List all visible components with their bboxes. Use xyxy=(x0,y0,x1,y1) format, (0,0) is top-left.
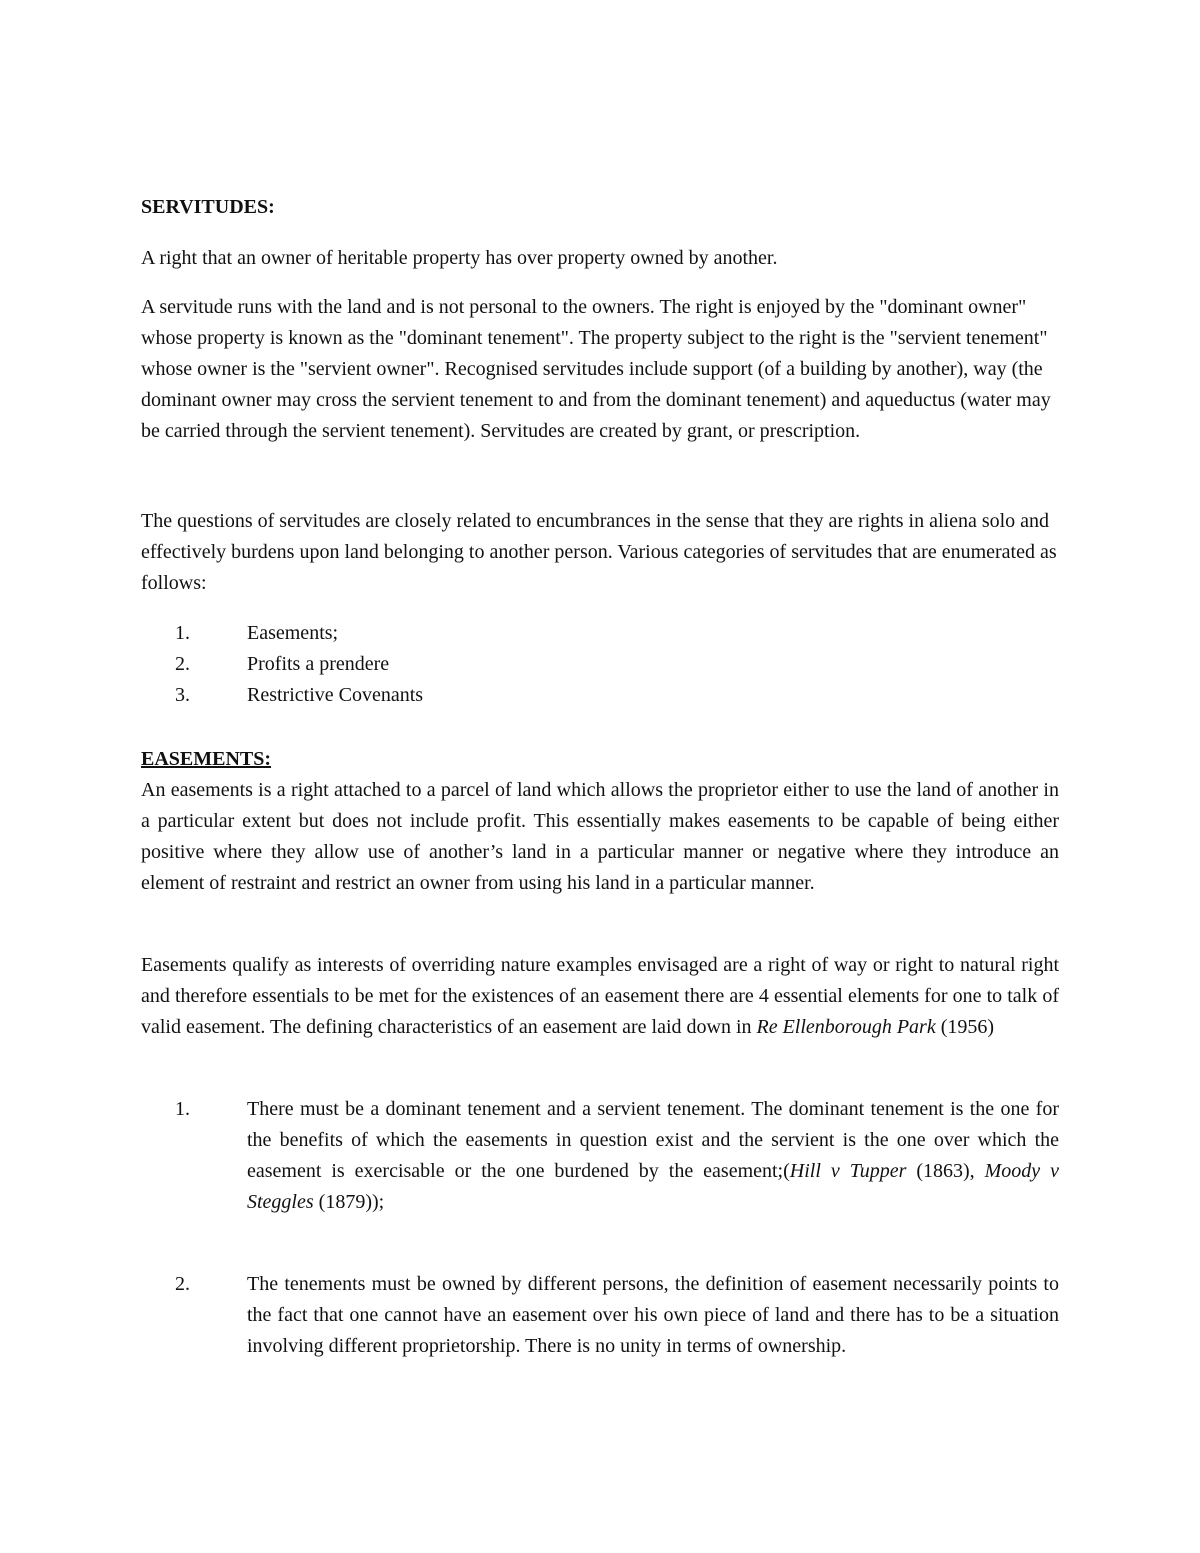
case-name: Re Ellenborough Park xyxy=(756,1016,936,1038)
list-number: 1. xyxy=(175,622,190,644)
list-label: Easements; xyxy=(247,622,339,644)
list-number: 1. xyxy=(175,1098,190,1120)
easements-overriding-paragraph xyxy=(141,950,1059,1043)
case-year: (1863), xyxy=(906,1160,985,1182)
list-number: 2. xyxy=(175,1273,190,1295)
list-text: The tenements must be owned by different persons, the definition of easement necessarily points to the fact that one cannot have an easement over his own piece of land and there has to be a situation involving different proprietorship. There is no unity in terms of ownership. xyxy=(247,1273,1059,1357)
list-text xyxy=(247,1094,1059,1218)
servitudes-heading: SERVITUDES: xyxy=(141,196,275,218)
list-number: 3. xyxy=(175,684,190,706)
easements-heading: EASEMENTS: xyxy=(141,748,272,770)
list-label: Restrictive Covenants xyxy=(247,684,424,706)
encumbrances-paragraph: The questions of servitudes are closely related to encumbrances in the sense that they are rights in aliena solo and effectively burdens upon land belonging to another person. Various categories of servitudes that are enumerated as follows: xyxy=(141,510,1057,594)
element-text: There must be a dominant tenement and a servient tenement. The dominant tenement is the one for the benefits of which the easements in question exist and the servient is the one over which the easement is exercisable or the one burdened by the easement;( xyxy=(247,1098,1059,1182)
servitudes-definition: A right that an owner of heritable property has over property owned by another. xyxy=(141,247,778,269)
case-year: (1879)); xyxy=(313,1191,385,1213)
list-number: 2. xyxy=(175,653,190,675)
case-year: (1956) xyxy=(935,1016,995,1038)
servitudes-paragraph: A servitude runs with the land and is not personal to the owners. The right is enjoyed by the "dominant owner" whose property is known as the "dominant tenement". The property subject to the right is the "servient tenement" whose owner is the "servient owner". Recognised servitudes include support (of a building by another), way (the dominant owner may cross the servient tenement to and from the dominant tenement) and aqueductus (water may be carried through the servient tenement). Servitudes are created by grant, or prescription. xyxy=(141,296,1051,442)
list-label: Profits a prendere xyxy=(247,653,390,675)
overriding-text: Easements qualify as interests of overriding nature examples envisaged are a right of way or right to natural right and therefore essentials to be met for the existences of an easement there are 4 essential elements for one to talk of valid easement. The defining characteristics of an easement are laid down in xyxy=(141,954,1059,1038)
easements-definition: An easements is a right attached to a parcel of land which allows the proprietor either to use the land of another in a particular extent but does not include profit. This essentially makes easements to be capable of being either positive where they allow use of another’s land in a particular manner or negative where they introduce an element of restraint and restrict an owner from using his land in a particular manner. xyxy=(141,779,1059,894)
case-name: Hill v Tupper xyxy=(789,1160,907,1182)
case-name: Moody v Steggles xyxy=(247,1160,1059,1213)
